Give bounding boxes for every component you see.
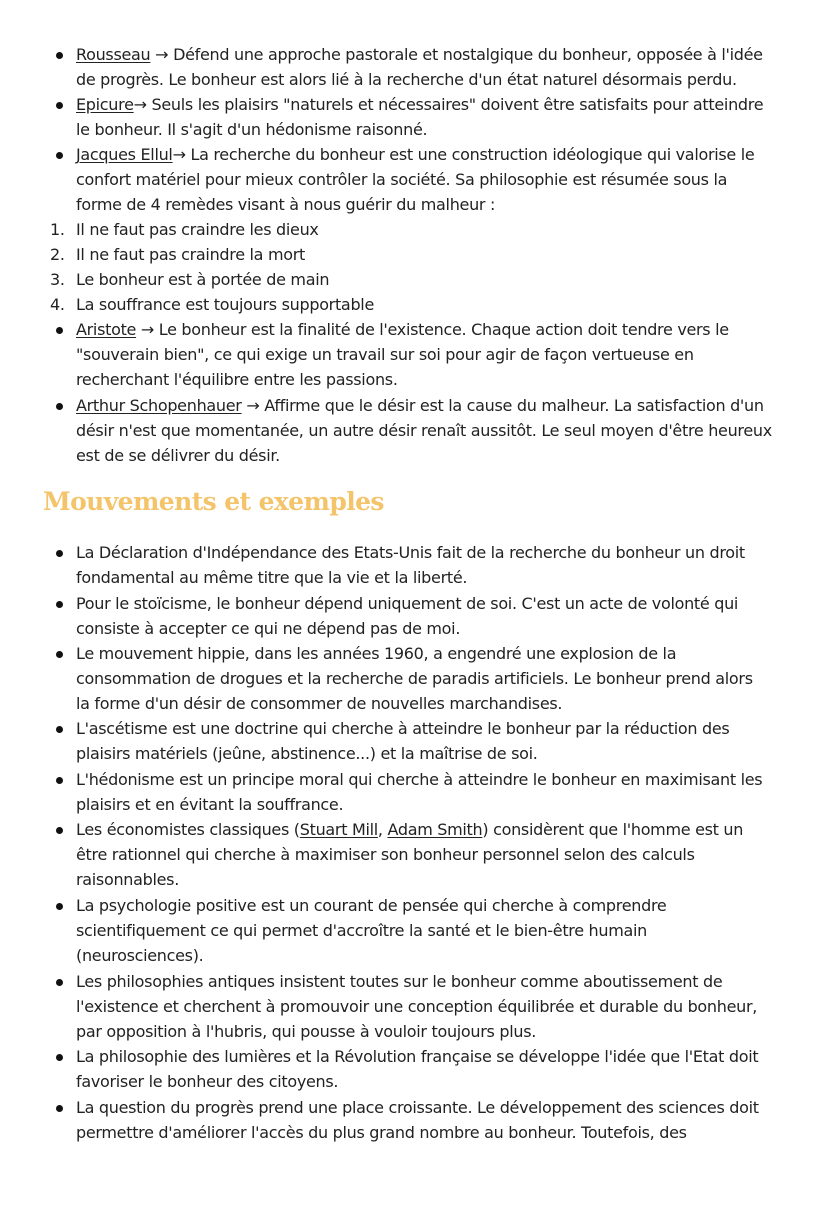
remedy-number: 3. — [50, 270, 65, 289]
list-item-text: La philosophie des lumières et la Révolution française se développe l'idée que l'Etat doit — [76, 1047, 759, 1066]
list-item-text: la forme d'un désir de consommer de nouvelles marchandises. — [76, 694, 563, 713]
remedy-item: La souffrance est toujours supportable — [76, 295, 374, 314]
list-item-text: La psychologie positive est un courant de pensée qui cherche à comprendre — [76, 896, 667, 915]
bullet — [56, 403, 63, 410]
list-item-text: Pour le stoïcisme, le bonheur dépend uniquement de soi. C'est un acte de volonté qui — [76, 594, 739, 613]
list-item-ellul — [76, 145, 754, 164]
list-item-text: L'ascétisme est une doctrine qui cherche à atteindre le bonheur par la réduction des — [76, 719, 730, 738]
link-adam-smith[interactable]: Adam Smith — [387, 820, 483, 839]
list-item-text: consiste à accepter ce qui ne dépend pas de moi. — [76, 619, 461, 638]
list-item-text: scientifiquement ce qui permet d'accroître la santé et le bien-être humain — [76, 921, 648, 940]
list-item-text: → La recherche du bonheur est une construction idéologique qui valorise le — [172, 145, 755, 164]
bullet — [56, 102, 63, 109]
remedy-item: Le bonheur est à portée de main — [76, 270, 330, 289]
list-item-aristote — [76, 320, 729, 339]
list-item-text: La Déclaration d'Indépendance des Etats-Unis fait de la recherche du bonheur un droit — [76, 543, 745, 562]
link-arthur-schopenhauer[interactable]: Arthur Schopenhauer — [76, 396, 242, 415]
bullet — [56, 327, 63, 334]
bullet — [56, 52, 63, 59]
list-item-text: de progrès. Le bonheur est alors lié à la recherche d'un état naturel désormais perdu. — [76, 70, 737, 89]
list-item-economistes — [76, 820, 743, 839]
bullet — [56, 550, 63, 557]
list-item-rousseau — [76, 45, 763, 64]
link-epicure[interactable]: Epicure — [76, 95, 134, 114]
list-item-text: désir n'est que momentanée, un autre désir renaît aussitôt. Le seul moyen d'être heureux — [76, 421, 772, 440]
remedy-number: 4. — [50, 295, 65, 314]
link-aristote[interactable]: Aristote — [76, 320, 137, 339]
bullet — [56, 979, 63, 986]
list-item-epicure — [76, 95, 763, 114]
list-item-text: (neurosciences). — [76, 946, 204, 965]
bullet — [56, 651, 63, 658]
list-item-text: est de se délivrer du désir. — [76, 446, 280, 465]
bullet — [56, 1105, 63, 1112]
list-item-text: → Seuls les plaisirs "naturels et nécessaires" doivent être satisfaits pour atteindre — [133, 95, 764, 114]
list-item-text: le bonheur. Il s'agit d'un hédonisme raisonné. — [76, 120, 428, 139]
list-item-text: par opposition à l'hubris, qui pousse à vouloir toujours plus. — [76, 1022, 537, 1041]
list-item-text: ) considèrent que l'homme est un — [482, 820, 744, 839]
bullet — [56, 777, 63, 784]
section-heading: Mouvements et exemples — [43, 487, 384, 516]
list-item-text: l'existence et cherchent à promouvoir une conception équilibrée et durable du bonheur, — [76, 997, 758, 1016]
list-item-text: → Le bonheur est la finalité de l'existence. Chaque action doit tendre vers le — [136, 320, 729, 339]
list-item-text: L'hédonisme est un principe moral qui cherche à atteindre le bonheur en maximisant les — [76, 770, 763, 789]
remedy-item: Il ne faut pas craindre les dieux — [76, 220, 319, 239]
list-item-text: "souverain bien", ce qui exige un travail sur soi pour agir de façon vertueuse en — [76, 345, 694, 364]
list-item-text: La question du progrès prend une place croissante. Le développement des sciences doit — [76, 1098, 759, 1117]
bullet — [56, 903, 63, 910]
list-item-text: être rationnel qui cherche à maximiser son bonheur personnel selon des calculs — [76, 845, 695, 864]
list-item-text: plaisirs matériels (jeûne, abstinence...) et la maîtrise de soi. — [76, 744, 538, 763]
bullet — [56, 152, 63, 159]
list-item-text: forme de 4 remèdes visant à nous guérir du malheur : — [76, 195, 496, 214]
bullet — [56, 1054, 63, 1061]
bullet — [56, 601, 63, 608]
bullet — [56, 726, 63, 733]
remedy-number: 1. — [50, 220, 65, 239]
remedy-number: 2. — [50, 245, 65, 264]
list-item-text: Les philosophies antiques insistent toutes sur le bonheur comme aboutissement de — [76, 972, 723, 991]
list-item-text: , — [377, 820, 388, 839]
list-item-text: consommation de drogues et la recherche de paradis artificiels. Le bonheur prend alors — [76, 669, 753, 688]
list-item-text: recherchant l'équilibre entre les passions. — [76, 370, 398, 389]
list-item-text: → Affirme que le désir est la cause du malheur. La satisfaction d'un — [241, 396, 764, 415]
list-item-text: plaisirs et en évitant la souffrance. — [76, 795, 344, 814]
list-item-text: permettre d'améliorer l'accès du plus grand nombre au bonheur. Toutefois, des — [76, 1123, 687, 1142]
link-stuart-mill[interactable]: Stuart Mill — [299, 820, 378, 839]
list-item-text: favoriser le bonheur des citoyens. — [76, 1072, 339, 1091]
list-item-schopenhauer — [76, 396, 764, 415]
list-item-text: Le mouvement hippie, dans les années 1960, a engendré une explosion de la — [76, 644, 677, 663]
list-item-text: fondamental au même titre que la vie et la liberté. — [76, 568, 468, 587]
bullet — [56, 827, 63, 834]
list-item-text: → Défend une approche pastorale et nostalgique du bonheur, opposée à l'idée — [150, 45, 763, 64]
list-item-text: raisonnables. — [76, 870, 180, 889]
remedy-item: Il ne faut pas craindre la mort — [76, 245, 305, 264]
link-jacques-ellul[interactable]: Jacques Ellul — [76, 145, 173, 164]
list-item-text: Les économistes classiques ( — [76, 820, 300, 839]
link-rousseau[interactable]: Rousseau — [76, 45, 151, 64]
list-item-text: confort matériel pour mieux contrôler la société. Sa philosophie est résumée sous la — [76, 170, 728, 189]
